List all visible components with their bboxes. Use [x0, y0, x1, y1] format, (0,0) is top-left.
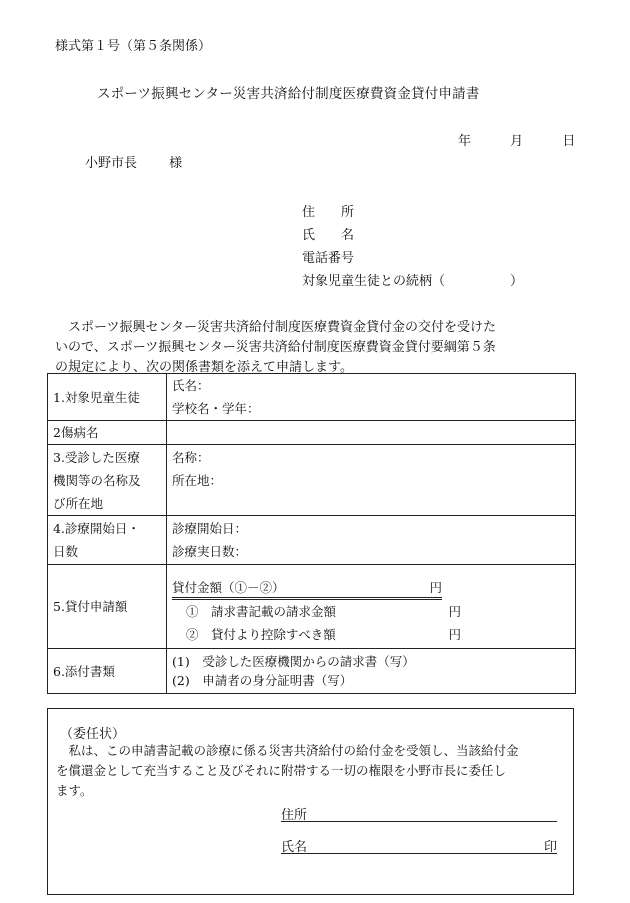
loan-total-unit: 円	[429, 580, 442, 595]
student-name-field: 氏名：	[172, 378, 210, 393]
treatment-start-field: 診療開始日：	[172, 521, 248, 536]
addressee-name: 小野市長	[85, 156, 138, 171]
applicant-phone-label: 電話番号	[302, 251, 355, 266]
row-label: 1.対象児童生徒	[48, 374, 167, 421]
statement-line-1: スポーツ振興センター災害共済給付制度医療費資金貸付金の交付を受けた	[68, 320, 496, 335]
row-label: 5.貸付申請額	[48, 565, 167, 649]
loan-amount-cell[interactable]	[167, 565, 576, 649]
delegate-address-line[interactable]	[281, 804, 557, 822]
row-label: 6.添付書類	[48, 649, 167, 694]
table-row	[48, 516, 576, 565]
loan-item-2-label: ② 貸付より控除すべき額	[186, 627, 336, 642]
attachment-1: (1) 受診した医療機関からの請求書（写）	[172, 654, 415, 669]
table-row	[48, 565, 576, 649]
date-day: 日	[562, 134, 576, 149]
table-row	[48, 421, 576, 445]
row-content[interactable]	[167, 445, 576, 516]
delegate-name-label: 氏名	[281, 840, 308, 855]
application-table	[47, 373, 576, 694]
delegation-text	[56, 741, 519, 801]
form-number: 様式第１号（第５条関係）	[55, 39, 212, 54]
table-row	[48, 649, 576, 694]
row-content[interactable]	[167, 374, 576, 421]
addressee	[85, 152, 182, 171]
seal-mark: 印	[543, 840, 557, 855]
document-title: スポーツ振興センター災害共済給付制度医療費資金貸付申請書	[97, 86, 480, 102]
applicant-name-label: 氏 名	[302, 228, 355, 243]
loan-total-line	[172, 579, 442, 600]
delegate-name-line[interactable]	[281, 836, 557, 854]
school-grade-field: 学校名・学年：	[172, 401, 260, 416]
table-row	[48, 445, 576, 516]
applicant-address-label: 住 所	[302, 205, 355, 220]
loan-item-1-label: ① 請求書記載の請求金額	[186, 604, 337, 619]
loan-item-2	[186, 623, 461, 646]
delegation-heading: （委任状）	[60, 727, 126, 742]
date-line	[458, 130, 575, 149]
delegation-line-1: 私は、この申請書記載の診療に係る災害共済給付の給付金を受領し、当該給付金	[56, 743, 519, 758]
attachment-2: (2) 申請者の身分証明書（写）	[172, 673, 353, 688]
addressee-honorific: 様	[169, 156, 183, 171]
delegation-line-3: ます。	[56, 783, 93, 798]
row-label: 4.診療開始日・ 日数	[48, 516, 167, 565]
injury-name-field[interactable]	[167, 421, 576, 445]
statement-line-2: いので、スポーツ振興センター災害共済給付制度医療費資金貸付要綱第５条	[55, 340, 496, 355]
loan-item-2-unit: 円	[448, 627, 461, 642]
institution-name-field: 名称：	[172, 450, 210, 465]
delegate-address-label: 住所	[281, 808, 308, 823]
date-year: 年	[458, 134, 472, 149]
application-statement	[55, 318, 496, 378]
date-month: 月	[510, 134, 524, 149]
institution-address-field: 所在地：	[172, 473, 223, 488]
table-row	[48, 374, 576, 421]
statement-line-3: の規定により、次の関係書類を添えて申請します。	[55, 360, 353, 375]
row-content[interactable]	[167, 649, 576, 694]
treatment-days-field: 診療実日数：	[172, 544, 248, 559]
loan-item-1	[186, 600, 461, 623]
delegation-box	[47, 708, 574, 895]
row-label: 2傷病名	[48, 421, 167, 445]
applicant-relation-label: 対象児童生徒との続柄（ ）	[302, 274, 524, 289]
row-content[interactable]	[167, 516, 576, 565]
loan-item-1-unit: 円	[448, 604, 461, 619]
delegation-line-2: を償還金として充当すること及びそれに附帯する一切の権限を小野市長に委任し	[56, 763, 507, 778]
row-label: 3.受診した医療 機関等の名称及 び所在地	[48, 445, 167, 516]
loan-total-label: 貸付金額（①－②）	[172, 580, 285, 595]
